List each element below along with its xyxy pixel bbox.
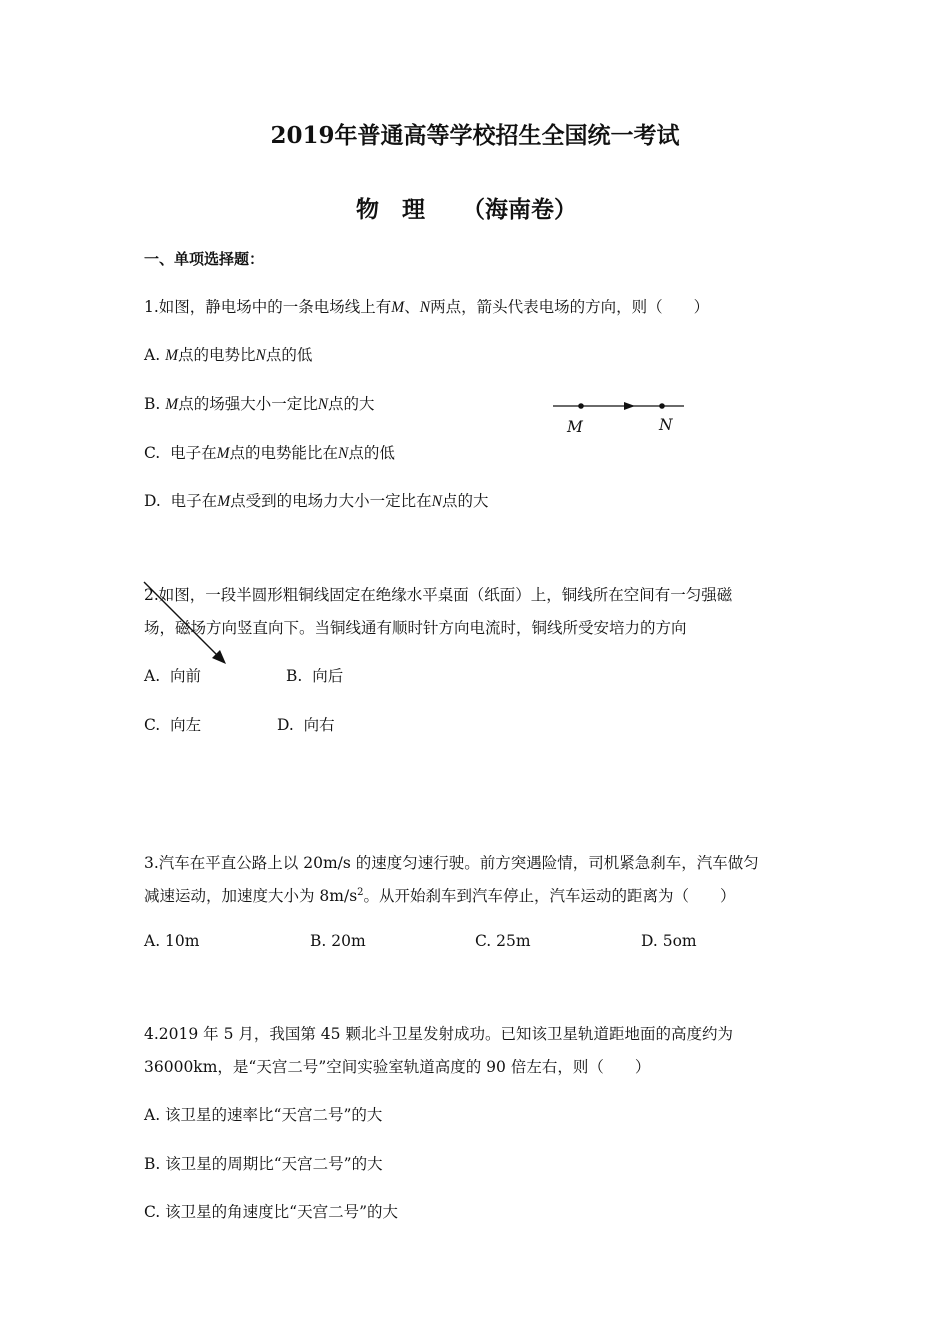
option-label: B. xyxy=(286,667,303,685)
q4-option-c: C. 该卫星的角速度比“天宫二号”的大 xyxy=(144,1203,399,1221)
option-text: 点的大 xyxy=(328,395,375,413)
option-var-m: M xyxy=(216,445,230,462)
label-n: N xyxy=(659,416,673,434)
option-text: 电子在 xyxy=(170,444,217,462)
option-text: 向前 xyxy=(169,667,201,685)
arrow-shaft xyxy=(144,582,220,658)
option-label: B. xyxy=(144,395,161,413)
question-4-line-1: 4.2019 年 5 月，我国第 45 颗北斗卫星发射成功。已知该卫星轨道距地面的高度约为 xyxy=(144,1025,733,1043)
q1-n: N xyxy=(419,299,431,316)
q3-text: 。从开始刹车到汽车停止，汽车运动的距离为（ ） xyxy=(363,887,736,905)
q4-option-b: B. 该卫星的周期比“天宫二号”的大 xyxy=(144,1155,383,1173)
option-label: C. xyxy=(144,444,161,462)
page-title: 2019年普通高等学校招生全国统一考试 xyxy=(270,122,680,149)
option-text: 向后 xyxy=(312,667,344,685)
point-m-dot xyxy=(578,403,584,409)
subject-title: 物 理 xyxy=(356,196,425,223)
label-m: M xyxy=(567,418,583,436)
option-label: D. xyxy=(277,716,294,734)
option-var-m: M xyxy=(165,347,178,364)
region-title: （海南卷） xyxy=(462,196,577,223)
option-var-n: N xyxy=(255,347,266,364)
option-text: 点的低 xyxy=(348,444,395,462)
q2-option-c xyxy=(144,713,201,735)
option-text: 点的大 xyxy=(441,492,489,510)
q1-sep: 、 xyxy=(404,298,420,316)
question-2-line-2: 场，磁场方向竖直向下。当铜线通有顺时针方向电流时，铜线所受安培力的方向 xyxy=(144,619,687,637)
point-n-dot xyxy=(659,403,665,409)
q1-option-b xyxy=(144,392,375,414)
q2-option-d xyxy=(277,713,335,735)
q1-option-c xyxy=(144,441,395,463)
section-heading-single-choice: 一、单项选择题： xyxy=(144,250,265,268)
q1-prefix: 1.如图，静电场中的一条电场线上有 xyxy=(144,298,392,316)
option-var-m: M xyxy=(217,493,231,510)
option-var-n: N xyxy=(317,396,329,413)
q2-option-b xyxy=(286,664,343,686)
q1-m: M xyxy=(391,299,405,316)
q1-option-a xyxy=(144,343,312,365)
option-text: 电子在 xyxy=(170,492,218,510)
option-var-m: M xyxy=(165,396,179,413)
option-label: A. xyxy=(144,346,161,364)
q3-option-c: C. 25m xyxy=(475,932,531,950)
diagonal-arrow-overlay xyxy=(140,578,235,668)
field-direction-arrow xyxy=(624,402,635,410)
q3-option-a: A. 10m xyxy=(144,932,200,950)
option-text: 点的电势比 xyxy=(177,346,256,364)
option-text: 点的电势能比在 xyxy=(229,444,339,462)
question-4-line-2: 36000km，是“天宫二号”空间实验室轨道高度的 90 倍左右，则（ ） xyxy=(144,1058,651,1076)
q3-option-b: B. 20m xyxy=(310,932,366,950)
option-text: 向左 xyxy=(170,716,202,734)
q2-option-a xyxy=(144,664,201,686)
question-2-line-1: 2.如图，一段半圆形粗铜线固定在绝缘水平桌面（纸面）上，铜线所在空间有一匀强磁 xyxy=(144,586,733,604)
option-text: 向右 xyxy=(303,716,335,734)
option-var-n: N xyxy=(431,493,442,510)
q1-suffix: 两点，箭头代表电场的方向，则（ ） xyxy=(430,298,710,316)
option-label: C. xyxy=(144,716,161,734)
q4-option-a: A. 该卫星的速率比“天宫二号”的大 xyxy=(144,1106,383,1124)
q1-option-d xyxy=(144,489,488,511)
option-text: 点的低 xyxy=(265,346,313,364)
option-text: 点受到的电场力大小一定比在 xyxy=(230,492,432,510)
option-label: A. xyxy=(144,667,161,685)
q3-option-d: D. 5om xyxy=(641,932,697,950)
option-text: 点的场强大小一定比 xyxy=(178,395,318,413)
question-3-line-1: 3.汽车在平直公路上以 20m/s 的速度匀速行驶。前方突遇险情，司机紧急刹车，汽车做匀 xyxy=(144,854,759,872)
q3-superscript: 2 xyxy=(357,886,364,898)
option-var-n: N xyxy=(338,445,349,462)
question-3-line-2 xyxy=(144,884,736,906)
question-1-stem xyxy=(144,295,709,317)
q3-text: 减速运动，加速度大小为 8m/s xyxy=(144,887,358,905)
option-label: D. xyxy=(144,492,161,510)
